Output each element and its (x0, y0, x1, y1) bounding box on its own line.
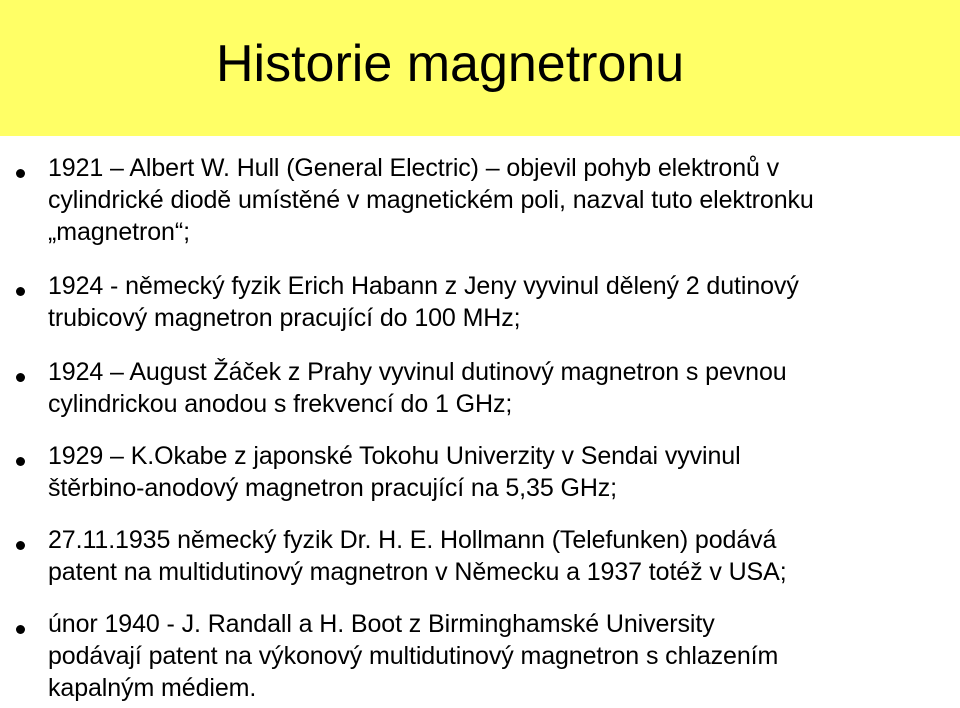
bullet-line: 1921 – Albert W. Hull (General Electric) – objevil pohyb elektronů v (48, 154, 780, 182)
bullet-text (48, 356, 953, 420)
bullet-dot-icon (16, 287, 25, 296)
bullet-line: patent na multidutinový magnetron v Německu a 1937 totéž v USA; (48, 558, 787, 586)
bullet-text (48, 270, 953, 334)
title-banner (0, 0, 960, 136)
bullet-line: únor 1940 - J. Randall a H. Boot z Birminghamské University (48, 610, 715, 638)
bullet-line: štěrbino-anodový magnetron pracující na 5,35 GHz; (48, 474, 618, 502)
bullet-line: trubicový magnetron pracující do 100 MHz; (48, 304, 521, 332)
bullet-dot-icon (16, 373, 25, 382)
bullet-text (48, 152, 953, 248)
bullet-text (48, 524, 953, 588)
bullet-line: kapalným médiem. (48, 674, 257, 702)
bullet-line: cylindrické diodě umístěné v magnetickém poli, nazval tuto elektronku (48, 186, 814, 214)
bullet-line: 27.11.1935 německý fyzik Dr. H. E. Hollmann (Telefunken) podává (48, 526, 777, 554)
bullet-line: 1924 – August Žáček z Prahy vyvinul dutinový magnetron s pevnou (48, 358, 787, 386)
bullet-text (48, 440, 953, 504)
bullet-dot-icon (16, 457, 25, 466)
bullet-line: 1929 – K.Okabe z japonské Tokohu Univerzity v Sendai vyvinul (48, 442, 741, 470)
slide-title: Historie magnetronu (216, 35, 685, 93)
bullet-line: „magnetron“; (48, 218, 190, 246)
bullet-dot-icon (16, 169, 25, 178)
bullet-line: podávají patent na výkonový multidutinový magnetron s chlazením (48, 642, 779, 670)
bullet-text (48, 608, 953, 704)
bullet-line: 1924 - německý fyzik Erich Habann z Jeny vyvinul dělený 2 dutinový (48, 272, 799, 300)
bullet-line: cylindrickou anodou s frekvencí do 1 GHz; (48, 390, 513, 418)
bullet-dot-icon (16, 625, 25, 634)
bullet-dot-icon (16, 541, 25, 550)
